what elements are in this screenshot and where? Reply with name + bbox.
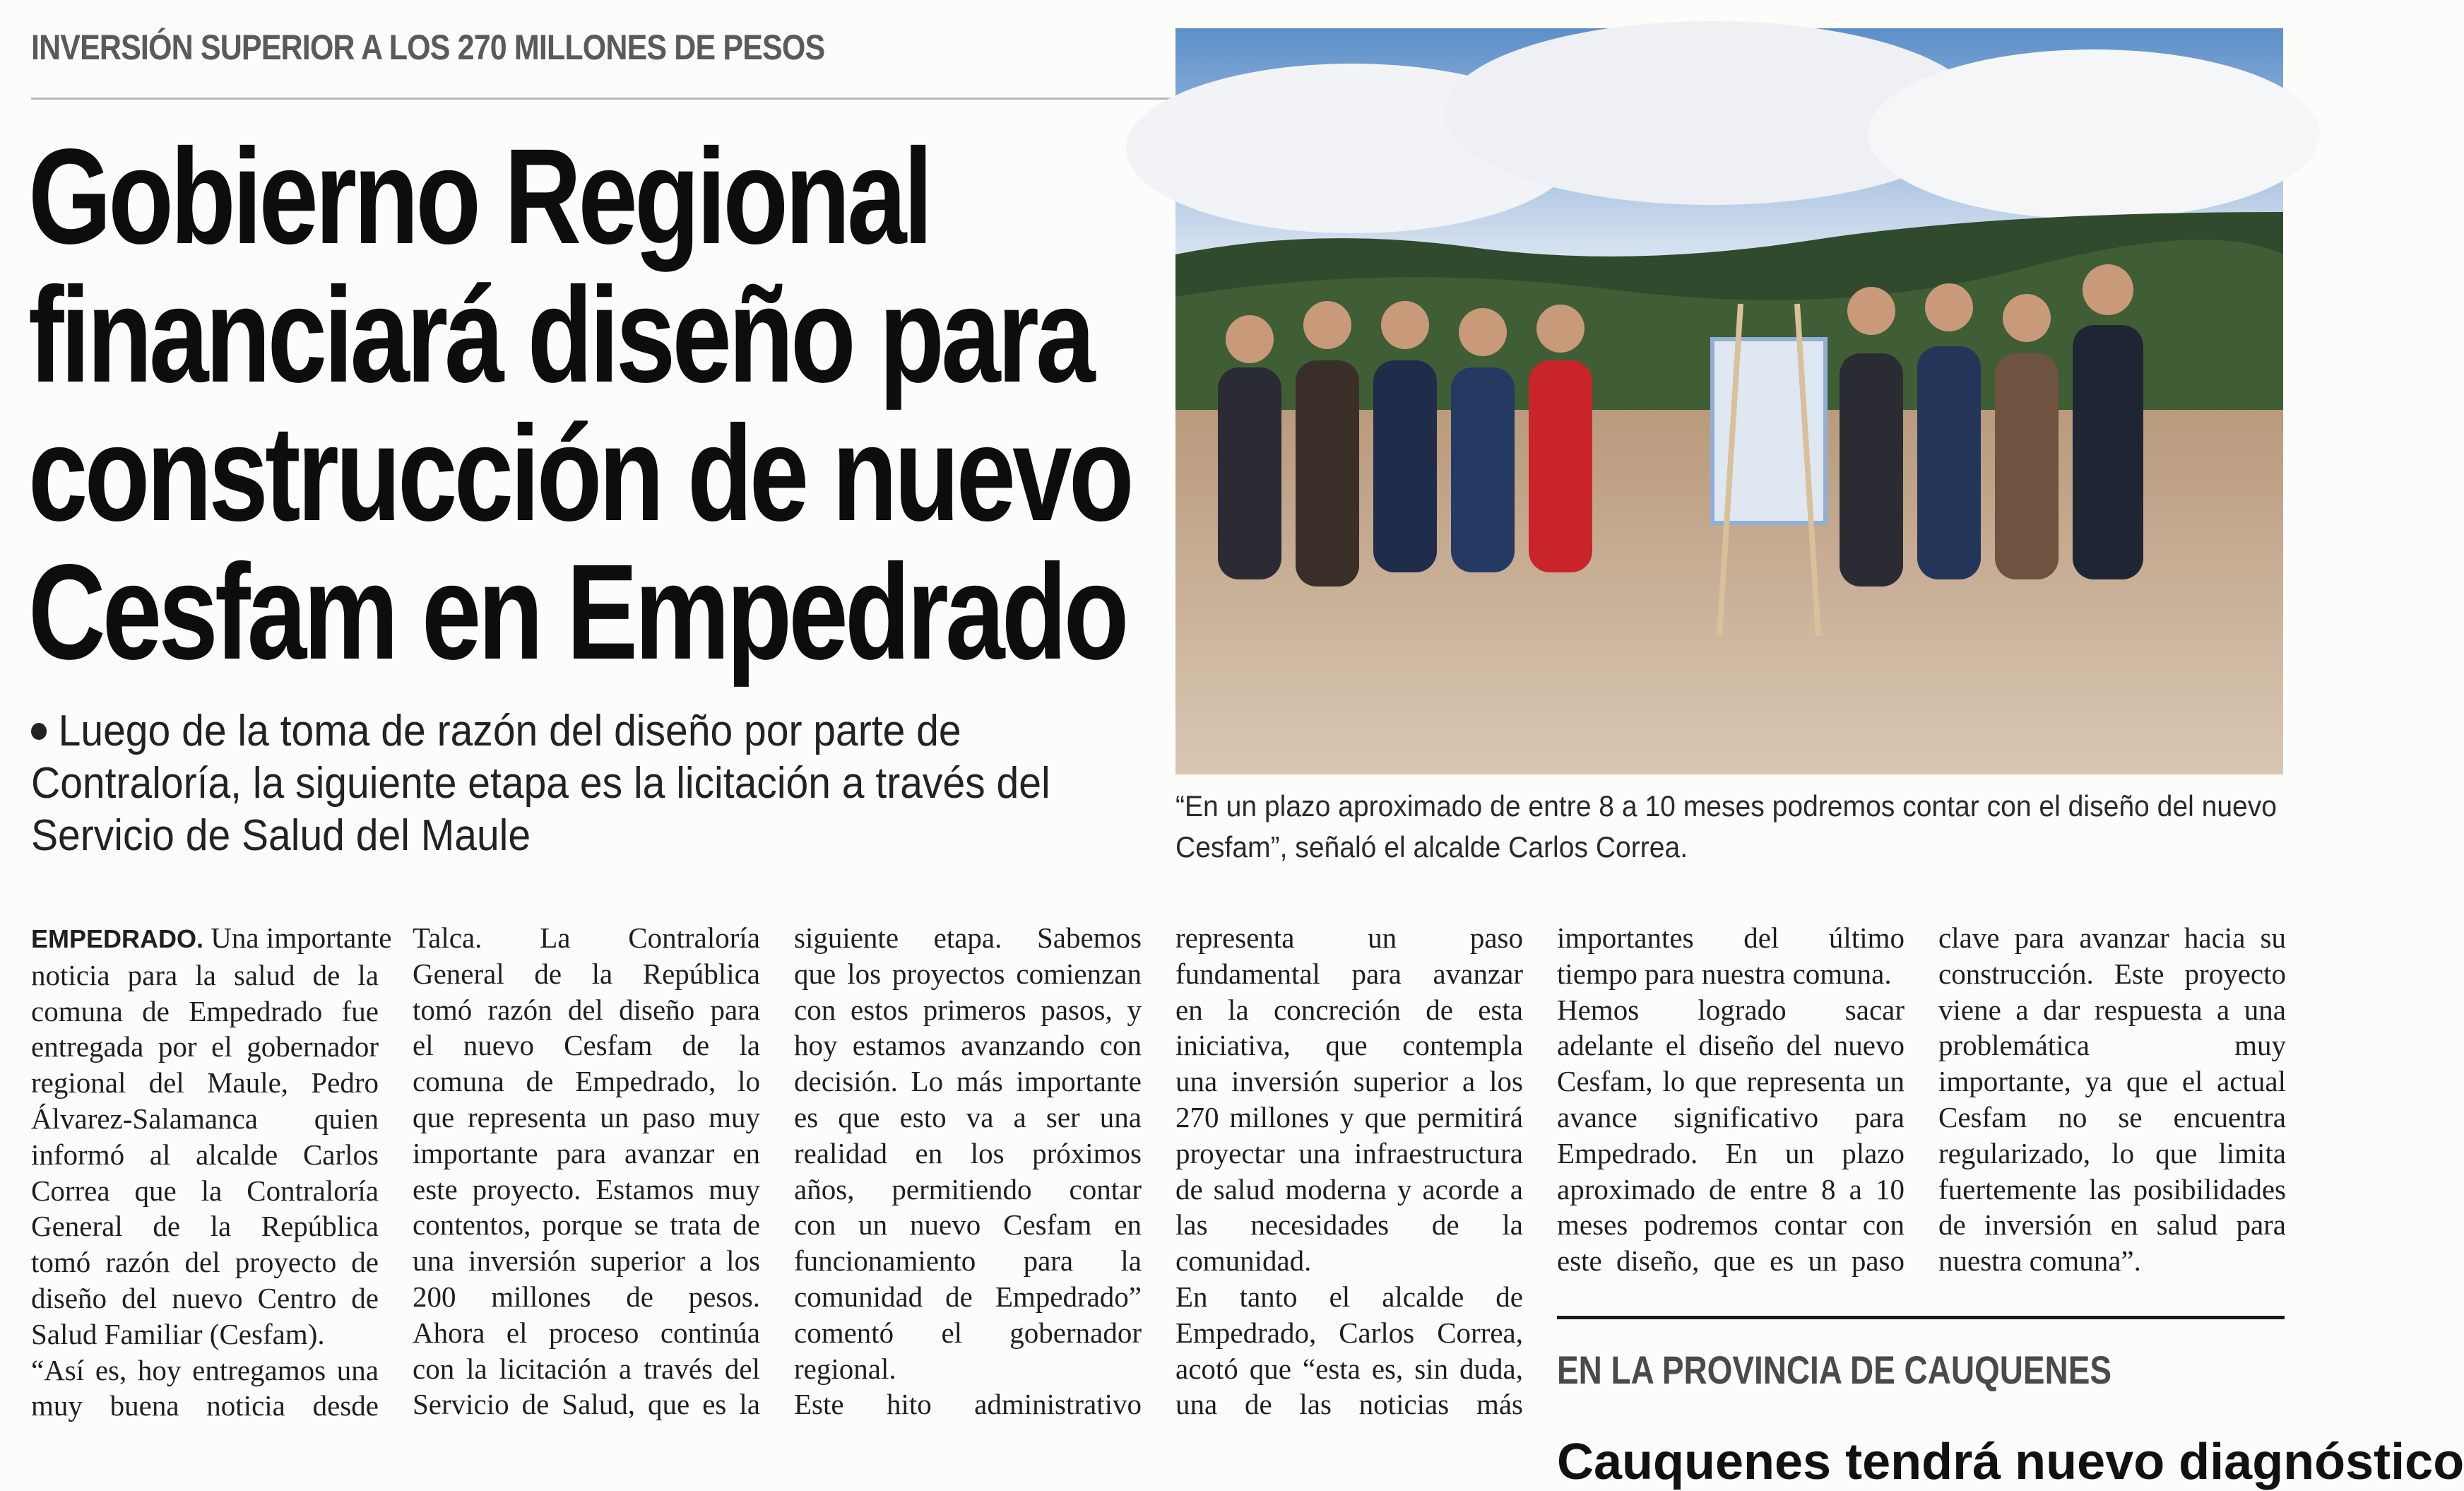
column-line: viene a dar respuesta a una <box>1938 993 2286 1026</box>
column-line: contentos, porque se trata de <box>413 1208 760 1242</box>
column-line: nuestra comuna”. <box>1938 1244 2141 1278</box>
column-line: comentó el gobernador <box>794 1316 1142 1349</box>
column-line: importantes del último <box>1557 921 1905 954</box>
column-line: adelante el diseño del nuevo <box>1557 1029 1905 1062</box>
group-photo-illustration <box>1175 28 2283 774</box>
column-line: meses podremos contar con <box>1557 1208 1905 1242</box>
column-line: realidad en los próximos <box>794 1136 1142 1169</box>
column-line: con estos primeros pasos, y <box>794 993 1142 1026</box>
column-line: tiempo para nuestra comuna. <box>1557 957 1892 990</box>
column-line: Hemos logrado sacar <box>1557 993 1905 1026</box>
column-line: este proyecto. Estamos muy <box>413 1172 760 1206</box>
column-line: años, permitiendo contar <box>794 1172 1142 1206</box>
deck-line: Contraloría, la siguiente etapa es la licitación a través del <box>31 759 1050 808</box>
column-line: decisión. Lo más importante <box>794 1065 1142 1098</box>
column-line: el nuevo Cesfam de la <box>413 1029 760 1062</box>
column-4 <box>1175 920 1523 1422</box>
column-line: clave para avanzar hacia su <box>1938 921 2286 954</box>
column-line: comuna de Empedrado, lo <box>413 1065 760 1098</box>
column-line: regional. <box>794 1352 896 1385</box>
column-line: una inversión superior a los <box>1175 1065 1523 1098</box>
column-line: Ahora el proceso continúa <box>413 1316 760 1349</box>
column-line: hoy estamos avanzando con <box>794 1029 1142 1062</box>
column-2 <box>413 920 760 1422</box>
column-line: que representa un paso muy <box>413 1100 760 1133</box>
deck <box>31 705 1050 862</box>
dateline: EMPEDRADO. <box>31 924 204 953</box>
column-line: 270 millones y que permitirá <box>1175 1100 1523 1133</box>
deck-line: Servicio de Salud del Maule <box>31 811 531 860</box>
column-line: de salud moderna y acorde a <box>1175 1172 1523 1206</box>
column-line: importante para avanzar en <box>413 1136 760 1169</box>
column-line: Salud Familiar (Cesfam). <box>31 1317 325 1350</box>
column-6 <box>1938 920 2286 1279</box>
column-line: Este hito administrativo <box>794 1388 1142 1421</box>
headline-line: financiará diseño para <box>28 259 1092 411</box>
caption-line: “En un plazo aproximado de entre 8 a 10 meses podremos contar con el diseño del nuevo <box>1175 789 2278 823</box>
column-line: con la licitación a través del <box>413 1352 760 1385</box>
column-line: acotó que “esta es, sin duda, <box>1175 1352 1523 1385</box>
column-line: tomó razón del diseño para <box>413 993 760 1026</box>
column-line: siguiente etapa. Sabemos <box>794 921 1142 954</box>
column-line: comunidad. <box>1175 1244 1312 1278</box>
bullet-icon <box>31 723 47 740</box>
photo-caption <box>1175 786 2278 868</box>
column-line: fundamental para avanzar <box>1175 957 1523 990</box>
column-line: de inversión en salud para <box>1938 1208 2286 1242</box>
column-line: Servicio de Salud, que es la <box>413 1388 760 1421</box>
article-photo <box>1175 28 2283 774</box>
column-line: proyectar una infraestructura <box>1175 1136 1523 1169</box>
column-line: Correa que la Contraloría <box>31 1174 379 1207</box>
column-line: aproximado de entre 8 a 10 <box>1557 1172 1905 1206</box>
kicker-rule <box>31 98 1175 100</box>
column-line: muy buena noticia desde <box>31 1389 379 1422</box>
headline-line: Cesfam en Empedrado <box>28 536 1126 688</box>
column-line: General de la República <box>413 957 760 990</box>
column-line: regularizado, lo que limita <box>1938 1136 2286 1169</box>
column-line: en la concreción de esta <box>1175 993 1523 1026</box>
column-line: construcción. Este proyecto <box>1938 957 2286 990</box>
column-line: “Así es, hoy entregamos una <box>31 1353 379 1386</box>
column-3 <box>794 920 1142 1422</box>
caption-line: Cesfam”, señaló el alcalde Carlos Correa. <box>1175 830 1688 864</box>
column-line: comunidad de Empedrado” <box>794 1280 1142 1313</box>
kicker: INVERSIÓN SUPERIOR A LOS 270 MILLONES DE PESOS <box>31 28 825 67</box>
column-line: entregada por el gobernador <box>31 1030 379 1063</box>
column-line: informó al alcalde Carlos <box>31 1138 379 1171</box>
column-line: fuertemente las posibilidades <box>1938 1172 2286 1206</box>
column-line: una inversión superior a los <box>413 1244 760 1278</box>
column-line: representa un paso <box>1175 921 1523 954</box>
column-line: tomó razón del proyecto de <box>31 1246 379 1279</box>
column-line: Cesfam no se encuentra <box>1938 1100 2286 1133</box>
column-line: Empedrado. En un plazo <box>1557 1136 1905 1169</box>
column-line: Álvarez-Salamanca quien <box>31 1102 379 1135</box>
sidebar-title: EN LA PROVINCIA DE CAUQUENES <box>1557 1348 2111 1392</box>
column-line: Cesfam, lo que representa un <box>1557 1065 1905 1098</box>
column-line: funcionamiento para la <box>794 1244 1142 1278</box>
column-line: este diseño, que es un paso <box>1557 1244 1905 1278</box>
column-line: noticia para la salud de la <box>31 958 379 991</box>
headline-line: Gobierno Regional <box>28 120 930 272</box>
column-line: una de las noticias más <box>1175 1388 1523 1421</box>
column-line: que los proyectos comienzan <box>794 957 1142 990</box>
column-line: es que esto va a ser una <box>794 1100 1142 1133</box>
column-line: regional del Maule, Pedro <box>31 1066 379 1100</box>
headline <box>28 120 1131 688</box>
column-line: iniciativa, que contempla <box>1175 1029 1523 1062</box>
column-line: importante, ya que el actual <box>1938 1065 2286 1098</box>
column-line: General de la República <box>31 1210 379 1243</box>
column-line: EMPEDRADO. Una importante <box>31 921 392 954</box>
column-line: En tanto el alcalde de <box>1175 1280 1523 1313</box>
column-line: Talca. La Contraloría <box>413 921 760 954</box>
column-line: Empedrado, Carlos Correa, <box>1175 1316 1523 1349</box>
sidebar-headline-cut: Cauquenes tendrá nuevo diagnóstico <box>1557 1434 2464 1490</box>
column-line: con un nuevo Cesfam en <box>794 1208 1142 1242</box>
headline-line: construcción de nuevo <box>28 397 1131 549</box>
column-1 <box>31 920 392 1424</box>
column-line: problemática muy <box>1938 1029 2286 1062</box>
deck-line-1: Luego de la toma de razón del diseño por parte de <box>31 705 1050 758</box>
column-line: comuna de Empedrado fue <box>31 994 379 1027</box>
sidebar-rule <box>1557 1316 2285 1319</box>
column-5 <box>1557 920 1905 1279</box>
column-line: 200 millones de pesos. <box>413 1280 760 1313</box>
column-line: las necesidades de la <box>1175 1208 1523 1242</box>
column-line: avance significativo para <box>1557 1100 1905 1133</box>
column-line: diseño del nuevo Centro de <box>31 1281 379 1314</box>
